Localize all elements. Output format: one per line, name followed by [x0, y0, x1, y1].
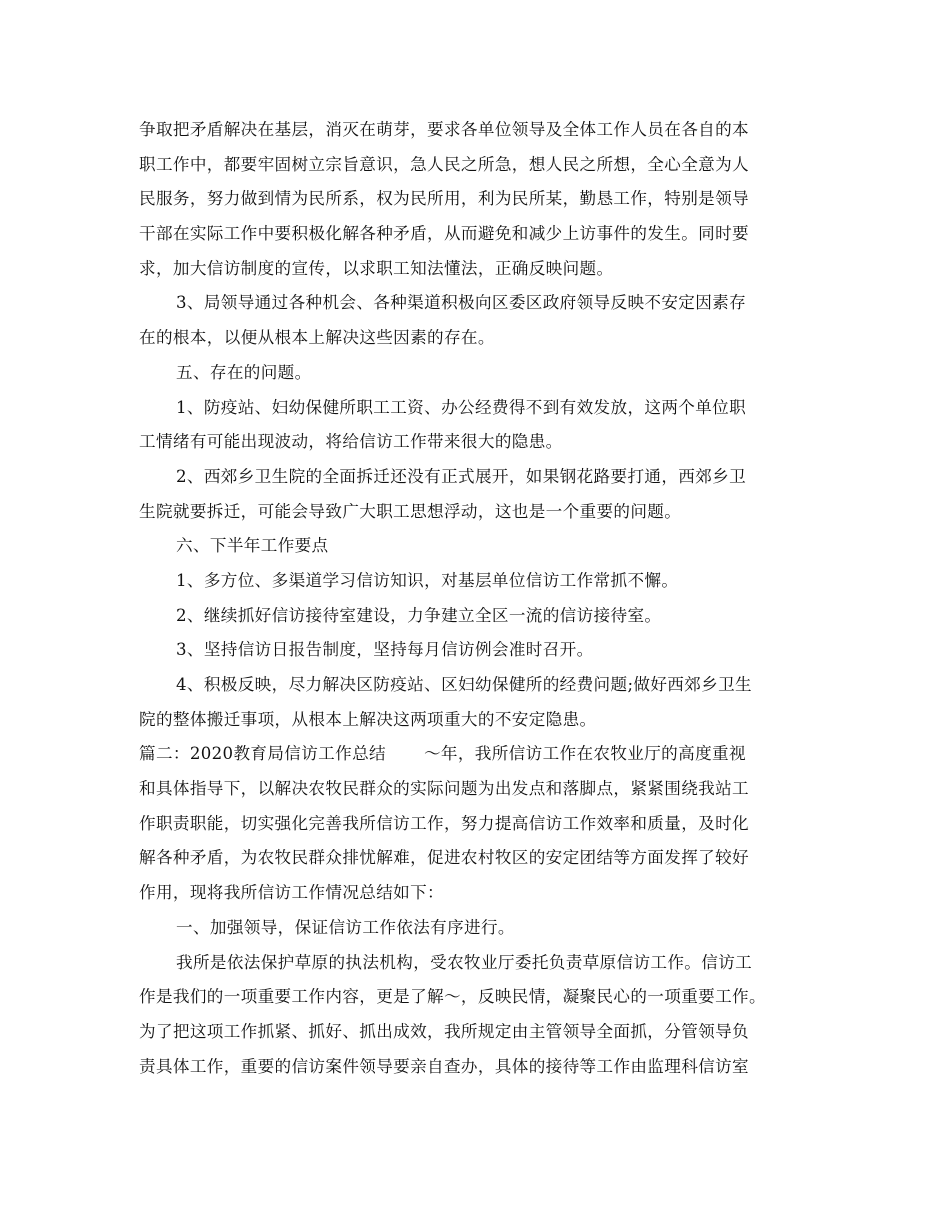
list-item: 4、积极反映，尽力解决区防疫站、区妇幼保健所的经费问题;做好西郊乡卫生 [176, 675, 752, 694]
part-two-title: 篇二：2020教育局信访工作总结 [139, 744, 386, 764]
text-line: 民服务，努力做到情为民所系，权为民所用，利为民所某，勤恳工作，特别是领导 [139, 189, 749, 209]
part-two-heading-line [139, 737, 815, 772]
text-line: 职工作中，都要牢固树立宗旨意识，急人民之所急，想人民之所想，全心全意为人 [139, 154, 749, 174]
text-line: 争取把矛盾解决在基层，消灭在萌芽，要求各单位领导及全体工作人员在各自的本 [139, 120, 749, 139]
text-line: 生院就要拆迁，可能会导致广大职工思想浮动，这也是一个重要的问题。 [139, 501, 682, 521]
section-heading-work-points: 六、下半年工作要点 [176, 536, 329, 556]
list-item: 3、坚持信访日报告制度，坚持每月信访例会准时召开。 [176, 640, 594, 660]
text-line: 工情绪有可能出现波动，将给信访工作带来很大的隐患。 [139, 432, 563, 452]
paragraph-first-line: 2、西郊乡卫生院的全面拆迁还没有正式展开，如果钢花路要打通，西郊乡卫 [176, 466, 747, 486]
text-line: 作是我们的一项重要工作内容，更是了解～，反映民情，凝聚民心的一项重要工作。 [139, 987, 766, 1007]
part-two-intro: ～年，我所信访工作在农牧业厅的高度重视 [423, 744, 746, 764]
text-line: 和具体指导下，以解决农牧民群众的实际问题为出发点和落脚点，紧紧围绕我站工 [139, 779, 749, 799]
section-heading-problems: 五、存在的问题。 [176, 362, 312, 382]
text-line: 院的整体搬迁事项，从根本上解决这两项重大的不安定隐患。 [139, 709, 597, 729]
section-heading-leadership: 一、加强领导，保证信访工作依法有序进行。 [176, 917, 515, 937]
document-body [139, 113, 815, 1084]
text-line: 作用，现将我所信访工作情况总结如下： [139, 883, 444, 903]
paragraph-first-line: 3、局领导通过各种机会、各种渠道积极向区委区政府领导反映不安定因素存 [176, 293, 747, 313]
list-item: 2、继续抓好信访接待室建设，力争建立全区一流的信访接待室。 [176, 605, 662, 625]
text-line: 责具体工作，重要的信访案件领导要亲自查办，具体的接待等工作由监理科信访室 [139, 1056, 749, 1076]
list-item: 1、多方位、多渠道学习信访知识，对基层单位信访工作常抓不懈。 [176, 570, 679, 590]
text-line: 在的根本，以便从根本上解决这些因素的存在。 [139, 328, 495, 348]
paragraph-first-line: 我所是依法保护草原的执法机构，受农牧业厅委托负责草原信访工作。信访工 [176, 952, 753, 972]
text-line: 解各种矛盾，为农牧民群众排忧解难，促进农村牧区的安定团结等方面发挥了较好 [139, 848, 749, 868]
paragraph-first-line: 1、防疫站、妇幼保健所职工工资、办公经费得不到有效发放，这两个单位职 [176, 397, 747, 417]
text-line: 求，加大信访制度的宣传，以求职工知法懂法，正确反映问题。 [139, 258, 614, 278]
text-line: 作职责职能，切实强化完善我所信访工作，努力提高信访工作效率和质量，及时化 [139, 813, 749, 833]
text-line: 为了把这项工作抓紧、抓好、抓出成效，我所规定由主管领导全面抓，分管领导负 [139, 1021, 749, 1041]
text-line: 干部在实际工作中要积极化解各种矛盾，从而避免和减少上访事件的发生。同时要 [139, 224, 749, 244]
